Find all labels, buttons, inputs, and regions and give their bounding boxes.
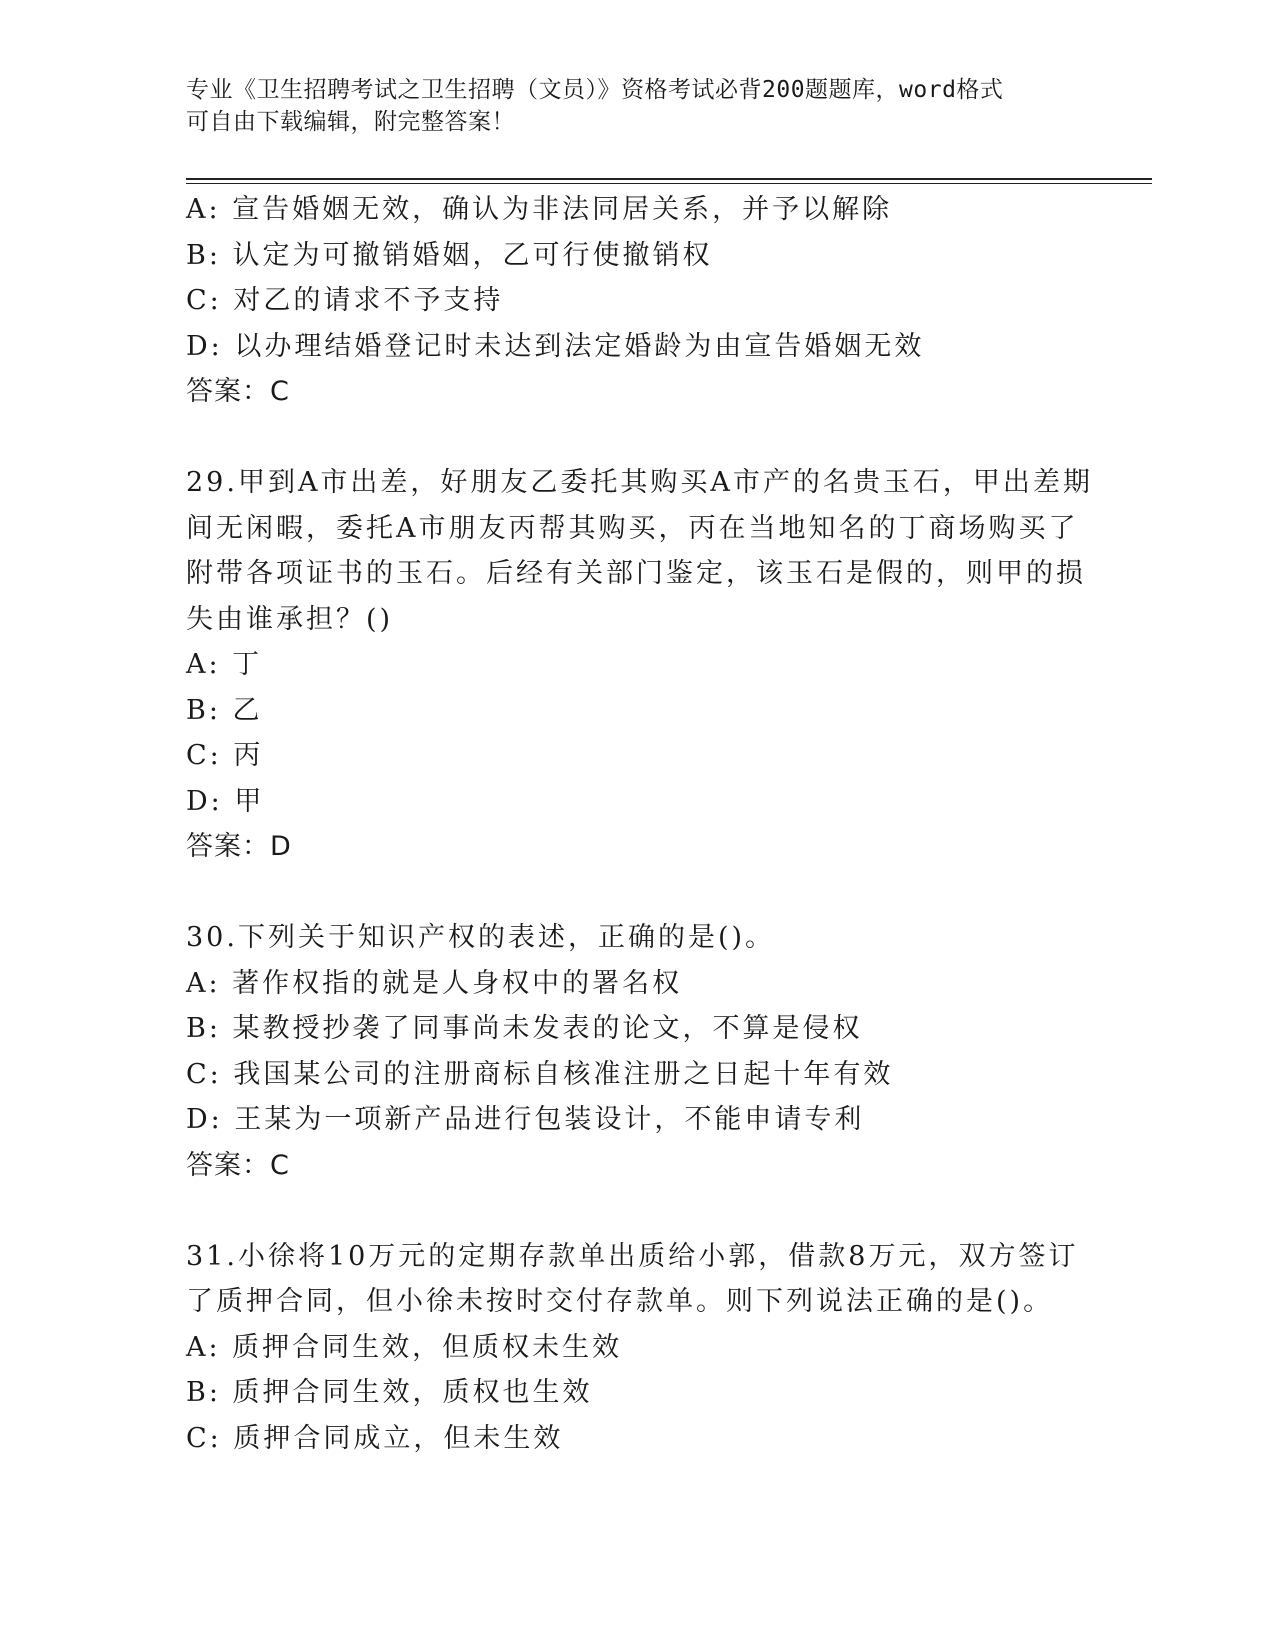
answer-key: 答案：C — [186, 1149, 290, 1181]
page-header — [186, 74, 1066, 138]
option-d: D: 甲 — [186, 785, 265, 817]
question-stem: 30.下列关于知识产权的表述，正确的是()。 — [186, 922, 776, 953]
option-b: B: 质押合同生效，质权也生效 — [186, 1377, 593, 1408]
option-a: A: 著作权指的就是人身权中的署名权 — [186, 967, 683, 999]
question-stem: 附带各项证书的玉石。后经有关部门鉴定，该玉石是假的，则甲的损 — [186, 558, 1086, 589]
option-c: C: 对乙的请求不予支持 — [186, 285, 504, 316]
option-c: C: 我国某公司的注册商标自核准注册之日起十年有效 — [186, 1058, 894, 1090]
question-stem: 31.小徐将10万元的定期存款单出质给小郭，借款8万元，双方签订 — [186, 1240, 1079, 1272]
option-b: B: 乙 — [186, 694, 263, 726]
question-28 — [186, 187, 1086, 415]
option-c: C: 丙 — [186, 740, 264, 771]
question-spacer — [186, 870, 1086, 916]
option-a: A: 质押合同生效，但质权未生效 — [186, 1331, 623, 1363]
option-d: D: 以办理结婚登记时未达到法定婚龄为由宣告婚姻无效 — [186, 330, 925, 362]
answer-key: 答案：D — [186, 831, 292, 862]
option-a: A: 丁 — [186, 649, 263, 680]
option-b: B: 某教授抄袭了同事尚未发表的论文，不算是侵权 — [186, 1013, 863, 1044]
question-30 — [186, 915, 1086, 1188]
question-list — [186, 187, 1093, 1461]
question-spacer — [186, 415, 1086, 461]
question-stem: 间无闲暇，委托A市朋友丙帮其购买，丙在当地知名的丁商场购买了 — [186, 512, 1079, 544]
question-29 — [186, 460, 1093, 870]
option-b: B: 认定为可撤销婚姻，乙可行使撤销权 — [186, 239, 713, 271]
option-a: A: 宣告婚姻无效，确认为非法同居关系，并予以解除 — [186, 194, 893, 225]
option-d: D: 王某为一项新产品进行包装设计，不能申请专利 — [186, 1104, 865, 1135]
option-c: C: 质押合同成立，但未生效 — [186, 1422, 564, 1454]
question-stem: 了质押合同，但小徐未按时交付存款单。则下列说法正确的是()。 — [186, 1286, 1054, 1317]
header-title-line-2: 可自由下载编辑，附完整答案！ — [186, 109, 515, 135]
header-divider — [186, 178, 1152, 184]
answer-key: 答案：C — [186, 376, 290, 407]
question-stem: 失由谁承担？() — [186, 603, 394, 635]
header-title-line-1: 专业《卫生招聘考试之卫生招聘（文员）》资格考试必背200题题库，word格式 — [186, 77, 1004, 103]
question-spacer — [186, 1188, 1086, 1234]
question-31 — [186, 1234, 1086, 1462]
question-stem: 29.甲到A市出差，好朋友乙委托其购买A市产的名贵玉石，甲出差期 — [186, 467, 1093, 498]
